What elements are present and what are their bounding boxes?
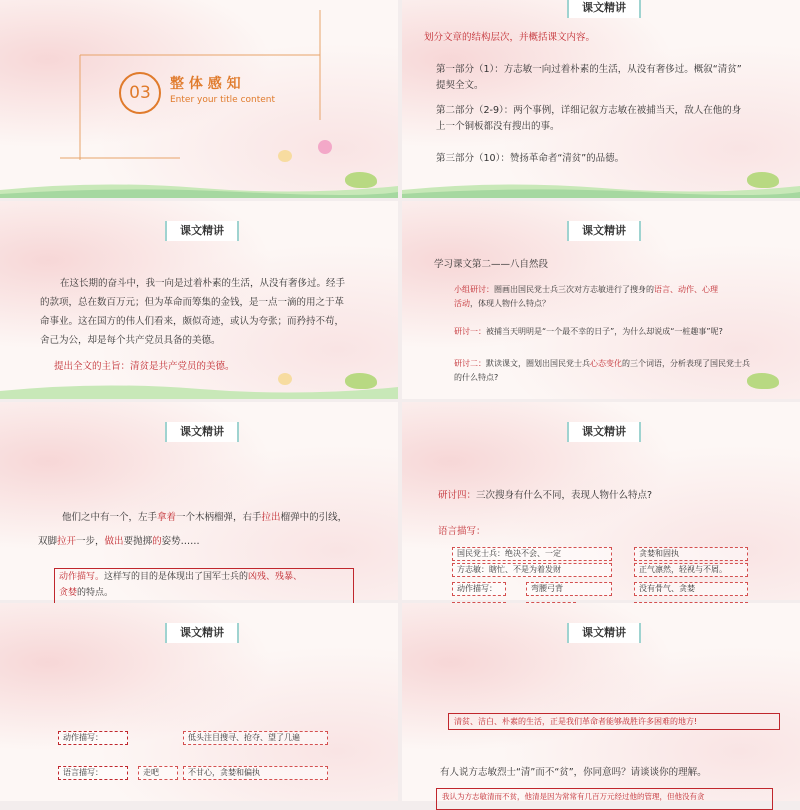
discussion-question: 有人说方志敏烈士“清”而不“贫”，你同意吗？请谈谈你的理解。 — [440, 767, 707, 778]
section-title: 整 体 感 知 — [170, 76, 241, 92]
slide-6[interactable] — [402, 402, 800, 600]
row-language-fang: 方志敏：瞎忙、不是为着发财 — [452, 563, 612, 577]
flower-bird-decoration — [0, 359, 398, 399]
action-content: 低头注目搜寻、抢夺、望了几遍 — [183, 731, 328, 745]
slide-7[interactable] — [0, 603, 398, 801]
bird-icon — [345, 172, 377, 188]
paragraph-line: 他们之中有一个，左手拿着一个木柄榴弹，右手拉出榴弹中的引线， — [62, 512, 348, 523]
header-badge: 课文精讲 — [567, 422, 641, 442]
language-label: 语言描写： — [58, 766, 128, 780]
flower-bird-decoration — [0, 158, 398, 198]
header-badge: 课文精讲 — [165, 221, 239, 241]
bird-icon — [345, 373, 377, 389]
slide-3[interactable] — [0, 201, 398, 399]
action-label: 动作描写： — [58, 731, 128, 745]
question-2: 研讨一：被捕当天明明是“一个最不幸的日子”，为什么却说成“一桩趣事”呢? — [454, 327, 723, 336]
paragraph-line: 命事业。这在国方的伟人们看来，颇似奇迹，或认为夸张；而矜持不苟， — [40, 316, 345, 327]
header-badge: 课文精讲 — [567, 221, 641, 241]
task-text: 划分文章的结构层次，并概括课文内容。 — [424, 32, 596, 43]
row-action: 弯腰弓背 — [526, 582, 612, 596]
header-badge: 课文精讲 — [165, 422, 239, 442]
theme-statement: 提出全文的主旨：清贫是共产党员的美德。 — [54, 361, 235, 372]
slide-5[interactable] — [0, 402, 398, 600]
row-language-soldier-trait: 贪婪和固执 — [634, 547, 748, 561]
paragraph-line: 舍己为公，却是每个共产党员具备的美德。 — [40, 335, 221, 346]
part1-line1: 第一部分（1）：方志敏一向过着朴素的生活，从没有奢侈过。概叙“清贫” — [436, 64, 742, 75]
row-action-trait: 没有骨气、贪婪 — [634, 582, 748, 596]
bird-icon — [747, 373, 779, 389]
flower-bird-decoration — [402, 158, 800, 198]
answer-box: 我认为方志敏清而不贫，他清是因为常常有几百万元经过他的管理，但他没有贪 — [436, 788, 773, 810]
part2-line2: 上一个铜板都没有搜出的事。 — [436, 121, 560, 132]
row-language-soldier: 国民党士兵：绝决不会、一定 — [452, 547, 612, 561]
part2-line1: 第二部分（2-9）：两个事例，详细记叙方志敏在被捕当天，敌人在他的身 — [436, 105, 742, 116]
language-trait: 不甘心，贪婪和偏执 — [183, 766, 328, 780]
paragraph-line: 的款项，总在数百万元；但为革命而筹集的金钱，是一点一滴的用之于革 — [40, 297, 345, 308]
slide-2[interactable] — [402, 0, 800, 198]
question-4: 研讨四：三次搜身有什么不同，表现人物什么特点? — [438, 490, 653, 501]
slide-1[interactable] — [0, 0, 398, 198]
header-badge: 课文精讲 — [567, 623, 641, 643]
theme-banner: 清贫、洁白、朴素的生活，正是我们革命者能够战胜许多困难的地方! — [448, 713, 780, 730]
header-badge: 课文精讲 — [165, 623, 239, 643]
flower-icon — [318, 140, 332, 154]
header-badge: 课文精讲 — [567, 0, 641, 18]
part1-line2: 提契全文。 — [436, 80, 484, 91]
question-3: 研讨二：默读课文，圈划出国民党士兵心态变化的三个词语，分析表现了国民党士兵 的什么特点? — [454, 359, 750, 382]
action-label: 动作描写： — [452, 582, 506, 596]
paragraph-line: 双脚拉开一步，做出要抛掷的姿势…… — [38, 536, 200, 547]
part3-line: 第三部分（10）：赞扬革命者“清贫”的品德。 — [436, 153, 625, 164]
slide-4[interactable] — [402, 201, 800, 399]
bird-icon — [747, 172, 779, 188]
flower-icon — [278, 373, 292, 385]
section-number-circle: 03 — [119, 72, 161, 114]
section-subtitle: Enter your title content — [170, 95, 276, 105]
intro-text: 学习课文第二——八自然段 — [434, 259, 549, 270]
language-label: 语言描写： — [438, 526, 486, 537]
paragraph-line: 在这长期的奋斗中，我一向是过着朴素的生活，从没有奢侈过。经手 — [60, 278, 346, 289]
question-1: 小组研讨：圈画出国民党士兵三次对方志敏进行了搜身的语言、动作、心理 活动，体现人物什么特点？ — [454, 285, 718, 308]
analysis-box: 动作描写。这样写的目的是体现出了国军士兵的凶残、残暴、 贪婪的特点。 — [54, 568, 354, 604]
language-content: 走吧 — [138, 766, 178, 780]
flower-icon — [278, 150, 292, 162]
slide-8[interactable] — [402, 603, 800, 801]
row-language-fang-trait: 正气凛然，轻视与不屑。 — [634, 563, 748, 577]
